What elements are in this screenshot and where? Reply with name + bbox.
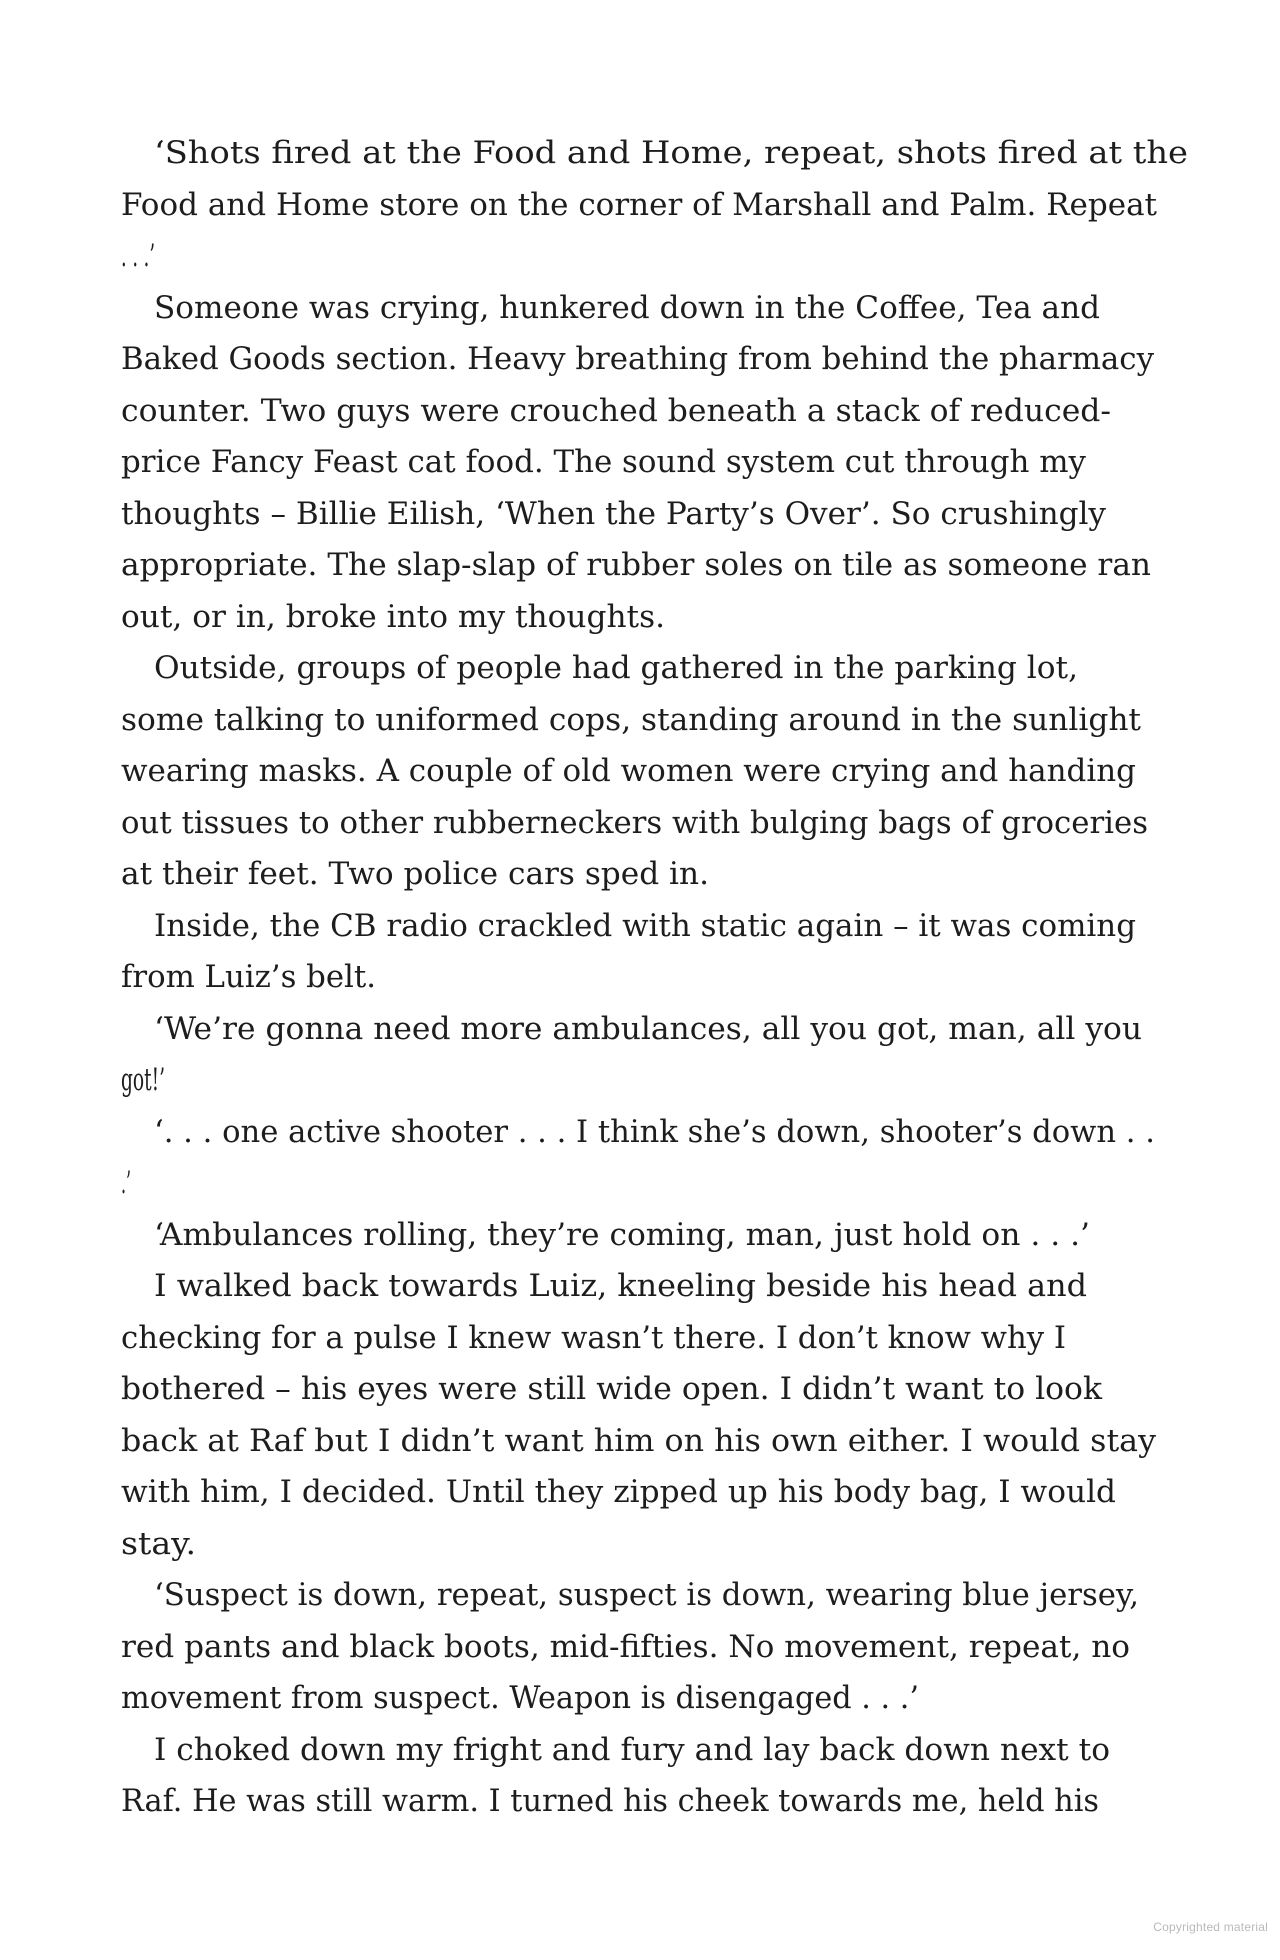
text-line: Someone was crying, hunkered down in the Coffee, Tea and	[154, 289, 1100, 326]
copyright-notice: Copyrighted material	[1153, 1920, 1268, 1934]
text-line: out, or in, broke into my thoughts.	[121, 598, 665, 635]
text-line: I walked back towards Luiz, kneeling beside his head and	[154, 1268, 1087, 1304]
text-line: Inside, the CB radio crackled with static again – it was coming	[154, 907, 1136, 944]
text-line: from Luiz’s belt.	[121, 959, 376, 995]
text-line: appropriate. The slap-slap of rubber soles on tile as someone ran	[121, 547, 1151, 583]
text-line: Baked Goods section. Heavy breathing from behind the pharmacy	[121, 341, 1154, 377]
text-line: bothered – his eyes were still wide open. I didn’t want to look	[121, 1371, 1102, 1407]
text-line: ‘. . . one active shooter . . . I think she’s down, shooter’s down . .	[154, 1113, 1155, 1150]
text-line: counter. Two guys were crouched beneath a stack of reduced-	[121, 392, 1111, 429]
text-line: Food and Home store on the corner of Marshall and Palm. Repeat	[121, 186, 1157, 223]
text-line: ‘Ambulances rolling, they’re coming, man, just hold on . . .’	[154, 1216, 1090, 1253]
text-line: wearing masks. A couple of old women were crying and handing	[121, 753, 1136, 789]
text-line: Raf. He was still warm. I turned his cheek towards me, held his	[121, 1783, 1099, 1819]
text-line: checking for a pulse I knew wasn’t there. I don’t know why I	[121, 1319, 1066, 1356]
text-line: red pants and black boots, mid-fifties. No movement, repeat, no	[121, 1628, 1130, 1665]
text-line: movement from suspect. Weapon is disengaged . . .’	[121, 1680, 919, 1716]
text-line: out tissues to other rubberneckers with bulging bags of groceries	[121, 804, 1148, 841]
text-line: with him, I decided. Until they zipped up his body bag, I would	[121, 1474, 1116, 1510]
text-line: I choked down my fright and fury and lay back down next to	[154, 1731, 1110, 1768]
text-line: ‘Shots fired at the Food and Home, repeat, shots fired at the	[154, 135, 1188, 171]
text-line: stay.	[121, 1525, 196, 1562]
text-line: .’	[121, 1165, 131, 1201]
text-line: at their feet. Two police cars sped in.	[121, 856, 709, 892]
text-line: thoughts – Billie Eilish, ‘When the Party’s Over’. So crushingly	[121, 495, 1106, 532]
text-line: ‘Suspect is down, repeat, suspect is down, wearing blue jersey,	[154, 1577, 1139, 1613]
text-line: . . .’	[121, 238, 155, 274]
text-line: price Fancy Feast cat food. The sound system cut through my	[121, 444, 1086, 480]
text-line: some talking to uniformed cops, standing around in the sunlight	[121, 701, 1141, 738]
text-line: ‘We’re gonna need more ambulances, all you got, man, all you	[154, 1010, 1142, 1047]
text-line: Outside, groups of people had gathered in the parking lot,	[154, 650, 1078, 686]
body-text	[121, 128, 1188, 1828]
text-line: back at Raf but I didn’t want him on his own either. I would stay	[121, 1422, 1156, 1459]
text-line: got!’	[121, 1062, 165, 1098]
